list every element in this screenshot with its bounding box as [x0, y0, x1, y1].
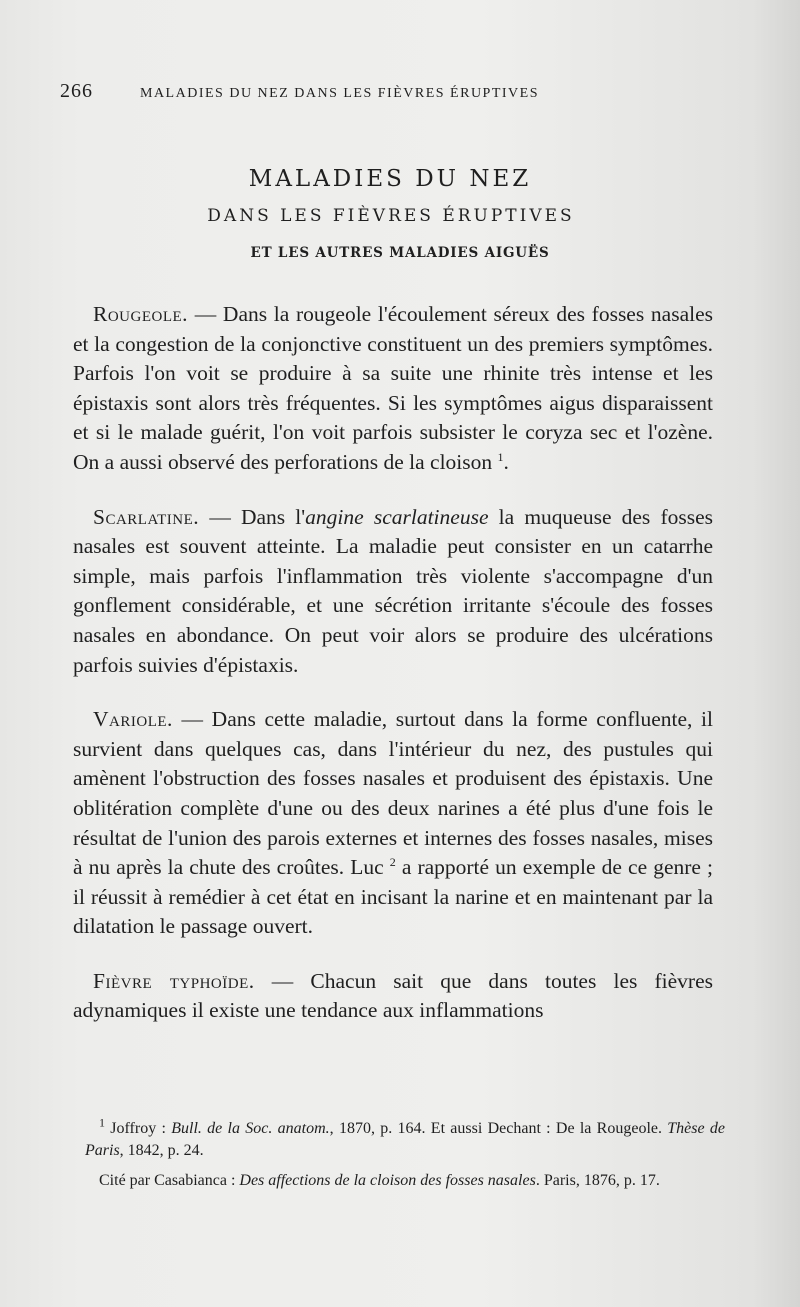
footnote-mark: 1 [99, 1115, 105, 1130]
paragraph-scarlatine [73, 503, 713, 681]
paragraph-text: — Dans cette maladie, surtout dans la forme confluente, il survient dans quelques cas, dans l'intérieur du nez, des pustules qui amènent l'obstruction des fosses nasales et produisent des épistaxis. Une oblitération complète d'une ou des deux narines a été plus d'une fois le résultat de l'union des parois externes et internes des fosses nasales, mises à nu après la chute des croûtes. Luc [73, 707, 713, 880]
paragraph-typhoide [73, 967, 713, 1026]
paragraph-text-pre: — Dans l' [199, 504, 306, 529]
paragraph-text: — Chacun sait que dans toutes les fièvres adynamiques il existe une tendance aux inflammations [73, 968, 713, 1023]
italic-term: angine scarlatineuse [305, 504, 489, 529]
chapter-title: MALADIES DU NEZ [248, 166, 532, 192]
paragraph-text-2: a rapporté un exemple de ce genre ; il réussit à remédier à cet état en incisant la narine et en maintenant par la dilatation le passage ouvert. [73, 855, 714, 939]
chapter-title-block [0, 166, 800, 261]
paragraph-text: la muqueuse des fosses nasales est souvent atteinte. La maladie peut consister en un catarrhe simple, mais parfois l'inflammation très violente s'accompagne d'un gonflement considérable, et une sécrétion irritante s'écoule des fosses nasales en abondance. On peut voir alors se produire des ulcérations parfois suivies d'épistaxis. [73, 504, 714, 677]
paragraph-text-end: . [503, 449, 509, 474]
footnotes [85, 1115, 725, 1200]
footnote-text: . Paris, 1876, p. 17. [535, 1172, 660, 1189]
chapter-subtitle: DANS LES FIÈVRES ÉRUPTIVES [207, 206, 575, 226]
footnote-2 [85, 1170, 725, 1192]
footnote-italic: Bull. de la Soc. anatom. [171, 1120, 330, 1137]
body-text [73, 300, 713, 1051]
running-title: MALADIES DU NEZ DANS LES FIÈVRES ÉRUPTIVES [140, 86, 540, 101]
chapter-subtitle-2: ET LES AUTRES MALADIES AIGUËS [250, 245, 550, 261]
page-header [60, 80, 740, 103]
footnote-italic: Thèse de Paris [85, 1120, 725, 1159]
section-heading-variole: Variole. [93, 707, 173, 732]
paragraph-variole [73, 705, 713, 942]
footnote-text: , 1842, p. 24. [119, 1142, 204, 1159]
footnote-ref: 1 [497, 449, 504, 464]
paragraph-text: — Dans la rougeole l'écoulement séreux des fosses nasales et la congestion de la conjonctive constituent un des premiers symptômes. Parfois l'on voit se produire à sa suite une rhinite très intense et les épistaxis sont alors très fréquentes. Si les symptômes aigus disparaissent et si le malade guérit, l'on voit parfois subsister le coryza sec et l'ozène. On a aussi observé des perforations de la cloison [73, 302, 713, 474]
footnote-ref: 2 [389, 854, 396, 869]
footnote-1 [85, 1115, 725, 1162]
paragraph-rougeole [73, 300, 713, 478]
footnote-text: Cité par Casabianca : [99, 1172, 240, 1189]
page-number: 266 [60, 80, 93, 102]
footnote-text: , 1870, p. 164. Et aussi Dechant : De la Rougeole. [329, 1120, 668, 1137]
section-heading-typhoide: Fièvre typhoïde. [93, 968, 255, 993]
footnote-italic: Des affections de la cloison des fosses nasales [239, 1172, 536, 1189]
footnote-text: Joffroy : [105, 1120, 172, 1137]
section-heading-scarlatine: Scarlatine. [93, 504, 200, 529]
section-heading-rougeole: Rougeole. [93, 302, 189, 326]
